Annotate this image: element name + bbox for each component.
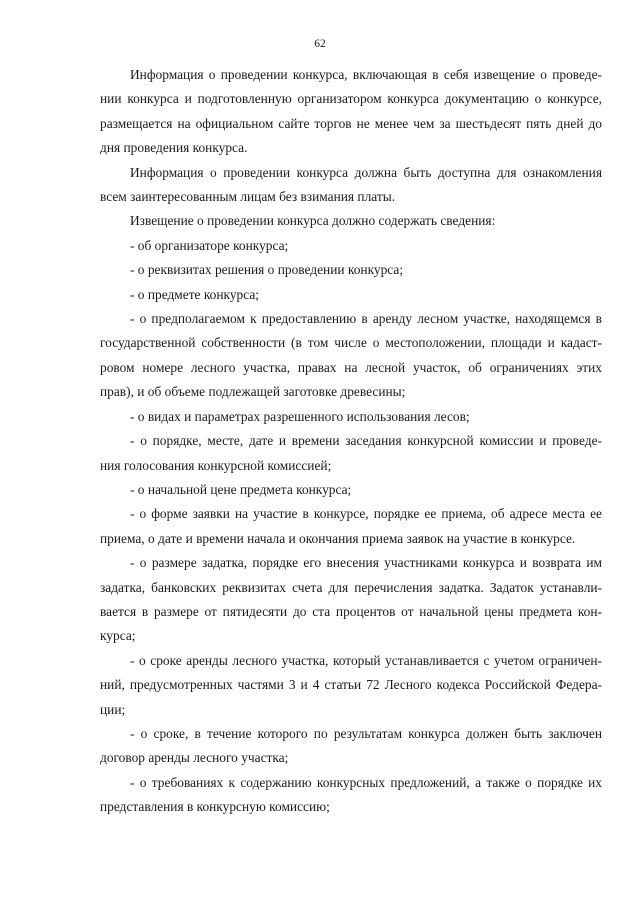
paragraph xyxy=(70,258,602,282)
text-line: Информация о проведении конкурса, включающая в себя извещение о проведе- xyxy=(130,67,602,82)
text-line: - о размере задатка, порядке его внесения участниками конкурса и возврата им xyxy=(130,555,602,571)
text-line: - об организаторе конкурса; xyxy=(130,237,289,253)
text-line: - о порядке, месте, дате и времени заседания конкурсной комиссии и проведе- xyxy=(130,433,602,449)
text-line: ния голосования конкурсной комиссией; xyxy=(100,457,332,473)
text-line: Информация о проведении конкурса должна быть доступна для ознакомления xyxy=(130,164,602,180)
text-line: задатка, банковских реквизитах счета для перечисления задатка. Задаток устанавли- xyxy=(100,579,602,595)
paragraph xyxy=(70,771,602,820)
text-line: Извещение о проведении конкурса должно содержать сведения: xyxy=(130,213,496,229)
text-line: ции; xyxy=(100,701,126,717)
text-line: приема, о дате и времени начала и окончания приема заявок на участие в конкурсе. xyxy=(100,530,576,546)
text-line: дня проведения конкурса. xyxy=(100,140,248,156)
paragraph xyxy=(70,478,602,502)
paragraph xyxy=(70,161,602,210)
text-line: - о требованиях к содержанию конкурсных предложений, а также о порядке их xyxy=(130,774,602,790)
paragraph xyxy=(70,283,602,307)
text-line: ний, предусмотренных частями 3 и 4 статьи 72 Лесного кодекса Российской Федера- xyxy=(100,677,602,693)
paragraph xyxy=(70,63,602,161)
paragraph xyxy=(70,722,602,771)
document-body xyxy=(70,63,602,820)
paragraph xyxy=(70,502,602,551)
text-line: прав), и об объеме подлежащей заготовке древесины; xyxy=(100,384,406,400)
text-line: - о реквизитах решения о проведении конкурса; xyxy=(130,262,404,278)
text-line: курса; xyxy=(100,628,136,644)
text-line: - о сроке аренды лесного участка, который устанавливается с учетом ограничен- xyxy=(130,652,602,668)
text-line: вается в размере от пятидесяти до ста процентов от начальной цены предмета кон- xyxy=(100,603,602,619)
paragraph xyxy=(70,429,602,478)
paragraph xyxy=(70,234,602,258)
text-line: нии конкурса и подготовленную организатором конкурса документацию о конкурсе, xyxy=(100,91,602,107)
text-line: - о предполагаемом к предоставлению в аренду лесном участке, находящемся в xyxy=(130,311,602,327)
text-line: - о сроке, в течение которого по результатам конкурса должен быть заключен xyxy=(130,725,602,741)
paragraph xyxy=(70,307,602,405)
paragraph xyxy=(70,405,602,429)
text-line: государственной собственности (в том числе о местоположении, площади и кадаст- xyxy=(100,335,602,351)
text-line: всем заинтересованным лицам без взимания платы. xyxy=(100,189,396,205)
text-line: представления в конкурсную комиссию; xyxy=(100,799,330,815)
paragraph xyxy=(70,209,602,233)
text-line: - о форме заявки на участие в конкурсе, порядке ее приема, об адресе места ее xyxy=(130,506,602,522)
text-line: договор аренды лесного участка; xyxy=(100,750,289,766)
text-line: размещается на официальном сайте торгов не менее чем за шестьдесят пять дней до xyxy=(100,115,602,131)
text-line: - о предмете конкурса; xyxy=(130,286,260,302)
paragraph xyxy=(70,551,602,649)
paragraph xyxy=(70,649,602,722)
text-line: - о начальной цене предмета конкурса; xyxy=(130,481,352,497)
text-line: ровом номере лесного участка, правах на лесной участок, об ограничениях этих xyxy=(100,359,602,375)
page-number: 62 xyxy=(314,38,326,50)
text-line: - о видах и параметрах разрешенного использования лесов; xyxy=(130,408,470,424)
